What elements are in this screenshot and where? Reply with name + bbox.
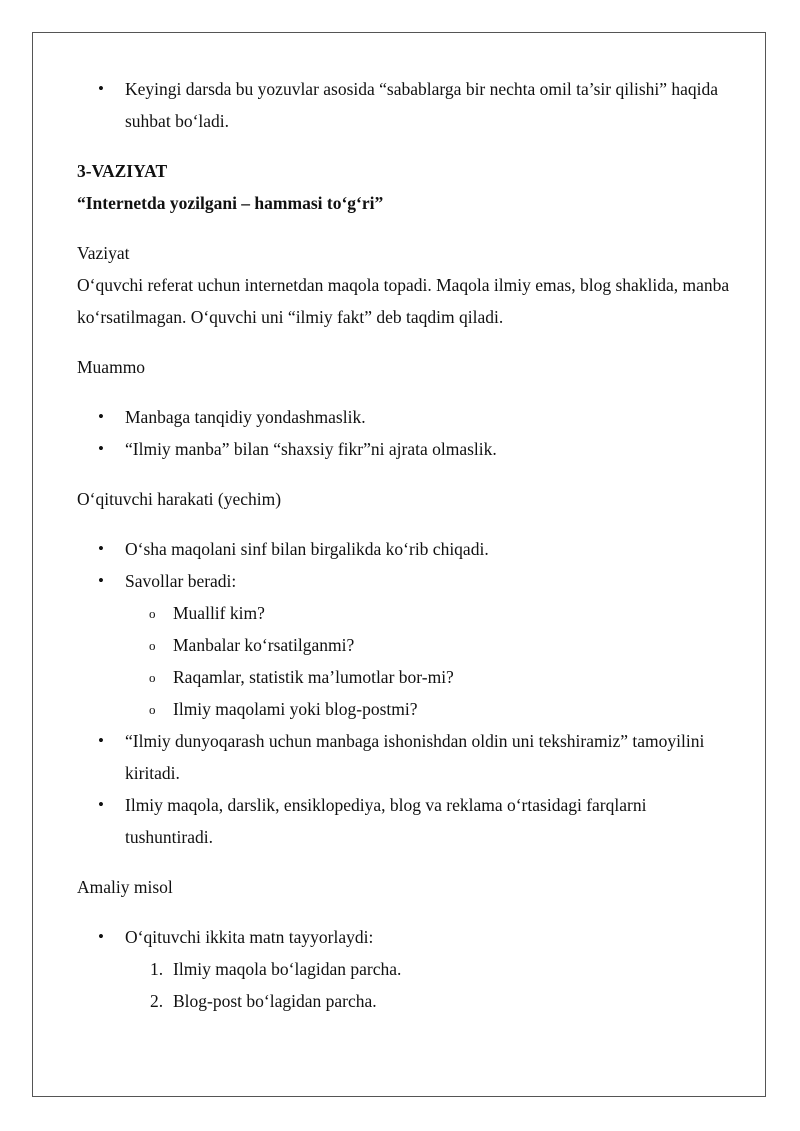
list-item [77, 401, 737, 433]
sub-list-item [77, 629, 737, 661]
list-item [77, 789, 737, 853]
list-item-text: Savollar beradi: [125, 571, 237, 591]
question-text: Ilmiy maqolami yoki blog-postmi? [173, 699, 418, 719]
page-content [77, 73, 737, 1017]
item-number: 2. [150, 991, 164, 1011]
muammo-label: Muammo [77, 357, 146, 377]
question-text: Muallif kim? [173, 603, 265, 623]
list-item-text: O‘qituvchi ikkita matn tayyorlaydi: [125, 927, 374, 947]
section-heading: 3-VAZIYAT [77, 161, 168, 181]
vaziyat-label: Vaziyat [77, 243, 130, 263]
document-page [32, 32, 766, 1097]
list-item-text: Ilmiy maqola, darslik, ensiklopediya, blog va reklama o‘rtasidagi farqlarni tushuntiradi. [125, 795, 647, 847]
vaziyat-text: O‘quvchi referat uchun internetdan maqola topadi. Maqola ilmiy emas, blog shaklida, manba ko‘rsatilmagan. O‘quvchi uni “ilmiy fakt” deb taqdim qiladi. [77, 275, 730, 327]
numbered-item-text: Blog-post bo‘lagidan parcha. [173, 991, 377, 1011]
misol-label: Amaliy misol [77, 877, 173, 897]
item-number: 1. [150, 959, 164, 979]
intro-list [77, 73, 737, 137]
list-item [77, 73, 737, 137]
question-text: Raqamlar, statistik ma’lumotlar bor-mi? [173, 667, 454, 687]
list-item-text: “Ilmiy manba” bilan “shaxsiy fikr”ni ajrata olmaslik. [125, 439, 497, 459]
harakat-list [77, 533, 737, 853]
harakat-label: O‘qituvchi harakati (yechim) [77, 489, 282, 509]
list-item [77, 565, 737, 597]
list-item [77, 533, 737, 565]
list-item [77, 433, 737, 465]
muammo-list [77, 401, 737, 465]
list-item [77, 921, 737, 953]
sub-list-item [77, 693, 737, 725]
misol-list [77, 921, 737, 1017]
list-item-text: Keyingi darsda bu yozuvlar asosida “sabablarga bir nechta omil ta’sir qilishi” haqida suhbat bo‘ladi. [125, 79, 719, 131]
sub-list-item [77, 597, 737, 629]
numbered-item-text: Ilmiy maqola bo‘lagidan parcha. [173, 959, 402, 979]
list-item [77, 725, 737, 789]
list-item-text: O‘sha maqolani sinf bilan birgalikda ko‘rib chiqadi. [125, 539, 489, 559]
section-title: “Internetda yozilgani – hammasi to‘g‘ri” [77, 193, 384, 213]
sub-list-item [77, 661, 737, 693]
numbered-item [77, 985, 737, 1017]
numbered-item [77, 953, 737, 985]
list-item-text: Manbaga tanqidiy yondashmaslik. [125, 407, 366, 427]
list-item-text: “Ilmiy dunyoqarash uchun manbaga ishonishdan oldin uni tekshiramiz” tamoyilini kiritadi. [125, 731, 705, 783]
question-text: Manbalar ko‘rsatilganmi? [173, 635, 355, 655]
